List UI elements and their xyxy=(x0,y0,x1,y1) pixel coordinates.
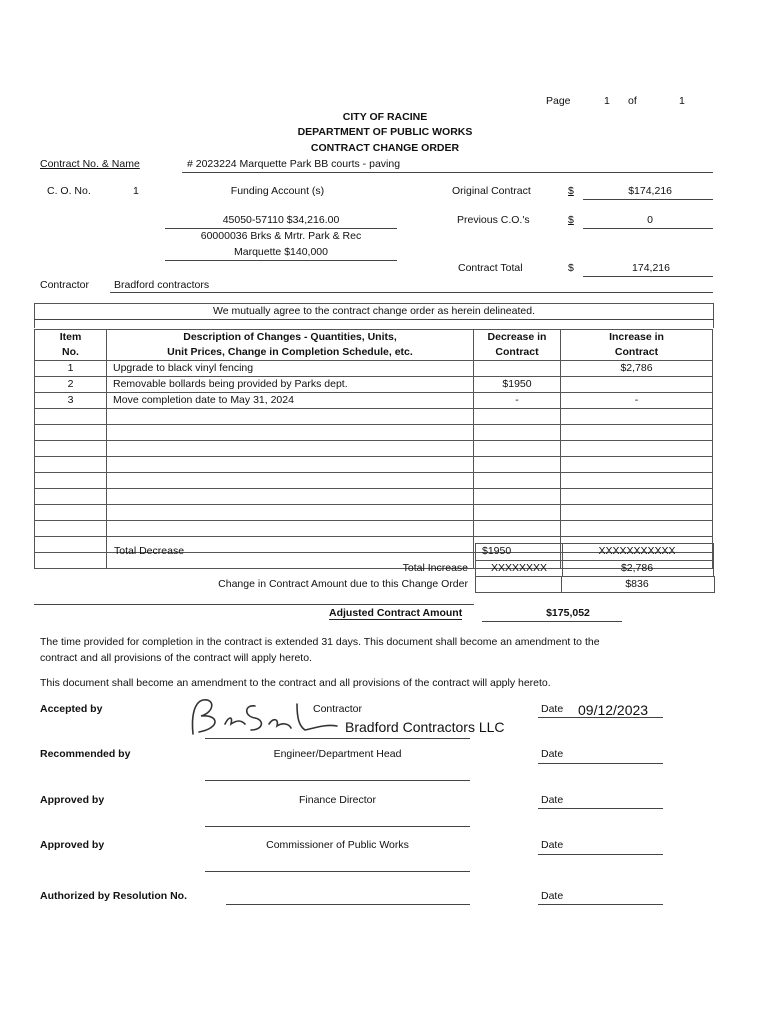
header-item-no: Item No. xyxy=(35,330,107,361)
commissioner-signature-line xyxy=(205,871,470,872)
change-amount-label: Change in Contract Amount due to this Change Order xyxy=(218,578,468,590)
finance-signature-line xyxy=(205,826,470,827)
row-description: Removable bollards being provided by Parks dept. xyxy=(107,377,474,393)
approved-by-finance-label: Approved by xyxy=(40,794,105,806)
accepted-contractor-name: Bradford Contractors LLC xyxy=(345,719,505,735)
row-description: Upgrade to black vinyl fencing xyxy=(107,361,474,377)
row-item-no: 2 xyxy=(35,377,107,393)
header-department: DEPARTMENT OF PUBLIC WORKS xyxy=(297,126,473,138)
co-value: 1 xyxy=(133,185,139,197)
table-row xyxy=(35,377,713,393)
table-row-empty xyxy=(35,425,713,441)
total-currency-symbol: $ xyxy=(568,262,574,274)
previous-underline xyxy=(583,228,713,229)
finance-role-label: Finance Director xyxy=(298,794,377,806)
page-label: Page xyxy=(546,95,571,107)
table-row-empty xyxy=(35,409,713,425)
total-decrease-label: Total Decrease xyxy=(114,545,185,557)
funding-line-3: Marquette $140,000 xyxy=(234,246,328,258)
table-row-empty xyxy=(35,505,713,521)
recommended-signature-line xyxy=(205,780,470,781)
contract-total-label: Contract Total xyxy=(458,262,523,274)
table-row-empty xyxy=(35,473,713,489)
header-city: CITY OF RACINE xyxy=(342,111,428,123)
agreement-statement: We mutually agree to the contract change order as herein delineated. xyxy=(212,305,535,317)
table-header-row xyxy=(35,330,713,361)
original-underline xyxy=(583,199,713,200)
total-increase-value: $2,786 xyxy=(620,562,654,574)
change-amount-value: $836 xyxy=(625,578,649,590)
recommended-role-label: Engineer/Department Head xyxy=(273,748,402,760)
adjusted-underline xyxy=(482,621,622,622)
extension-paragraph-line-1: The time provided for completion in the contract is extended 31 days. This document shall become an amendment to the xyxy=(40,636,600,648)
funding-underline-2 xyxy=(165,260,397,261)
header-increase: Increase in Contract xyxy=(561,330,713,361)
finance-date-line xyxy=(538,808,663,809)
page-number: 1 xyxy=(604,95,610,107)
contractor-signature xyxy=(185,694,345,747)
authorized-date-label: Date xyxy=(541,890,564,902)
change-amount-decrease-cell xyxy=(475,576,562,593)
row-increase xyxy=(561,377,713,393)
original-contract-value: $174,216 xyxy=(628,185,672,197)
accepted-date-label: Date xyxy=(541,703,564,715)
total-decrease-increase-value: XXXXXXXXXXX xyxy=(598,545,676,557)
row-decrease xyxy=(474,361,561,377)
recommended-date-line xyxy=(538,763,663,764)
accepted-by-label: Accepted by xyxy=(40,703,103,715)
table-row-empty xyxy=(35,457,713,473)
approved-by-commissioner-label: Approved by xyxy=(40,839,105,851)
row-item-no: 3 xyxy=(35,393,107,409)
contract-total-value: 174,216 xyxy=(632,262,670,274)
total-underline xyxy=(583,276,713,277)
page-of-label: of xyxy=(628,95,637,107)
previous-currency-symbol: $ xyxy=(568,214,574,226)
header-document-title: CONTRACT CHANGE ORDER xyxy=(310,142,460,154)
header-decrease: Decrease in Contract xyxy=(474,330,561,361)
adjusted-contract-value: $175,052 xyxy=(546,607,590,619)
table-row-empty xyxy=(35,521,713,537)
accepted-date-line xyxy=(538,717,663,718)
row-increase: - xyxy=(561,393,713,409)
commissioner-date-line xyxy=(538,854,663,855)
row-description: Move completion date to May 31, 2024 xyxy=(107,393,474,409)
contract-value: # 2023224 Marquette Park BB courts - paving xyxy=(187,158,401,170)
contract-underline xyxy=(182,172,713,173)
table-row xyxy=(35,361,713,377)
adjusted-contract-label: Adjusted Contract Amount xyxy=(329,607,463,619)
table-row-empty xyxy=(35,489,713,505)
accepted-role-label: Contractor xyxy=(312,703,363,715)
accepted-signature-line xyxy=(205,738,470,739)
page-total: 1 xyxy=(679,95,685,107)
adjusted-divider xyxy=(34,604,474,605)
header-description: Description of Changes - Quantities, Units, Unit Prices, Change in Completion Schedule, etc. xyxy=(107,330,474,361)
recommended-by-label: Recommended by xyxy=(40,748,131,760)
recommended-date-label: Date xyxy=(541,748,564,760)
changes-table xyxy=(34,329,713,569)
original-currency-symbol: $ xyxy=(568,185,574,197)
total-increase-label: Total Increase xyxy=(402,562,468,574)
co-label: C. O. No. xyxy=(47,185,91,197)
row-decrease: $1950 xyxy=(474,377,561,393)
row-item-no: 1 xyxy=(35,361,107,377)
row-decrease: - xyxy=(474,393,561,409)
commissioner-role-label: Commissioner of Public Works xyxy=(266,839,409,851)
contractor-underline xyxy=(110,292,713,293)
finance-date-label: Date xyxy=(541,794,564,806)
table-row-empty xyxy=(35,441,713,457)
row-increase: $2,786 xyxy=(561,361,713,377)
total-decrease-value: $1950 xyxy=(482,545,512,557)
funding-underline-1 xyxy=(165,228,397,229)
contractor-label: Contractor xyxy=(40,279,90,291)
table-row xyxy=(35,393,713,409)
accepted-date-value: 09/12/2023 xyxy=(578,702,649,718)
original-contract-label: Original Contract xyxy=(452,185,531,197)
resolution-number-line xyxy=(226,904,470,905)
authorized-date-line xyxy=(538,904,663,905)
funding-line-2: 60000036 Brks & Mrtr. Park & Rec xyxy=(200,230,362,242)
total-increase-decrease-value: XXXXXXXX xyxy=(490,562,548,574)
contractor-value: Bradford contractors xyxy=(114,279,210,291)
commissioner-date-label: Date xyxy=(541,839,564,851)
extension-paragraph-line-2: contract and all provisions of the contract will apply hereto. xyxy=(40,652,312,664)
previous-co-value: 0 xyxy=(647,214,653,226)
funding-line-1: 45050-57110 $34,216.00 xyxy=(222,214,340,226)
contract-label: Contract No. & Name xyxy=(40,158,140,170)
funding-label: Funding Account (s) xyxy=(230,185,325,197)
agreement-divider xyxy=(34,319,714,320)
authorized-resolution-label: Authorized by Resolution No. xyxy=(40,890,187,902)
previous-co-label: Previous C.O.'s xyxy=(457,214,530,226)
amendment-paragraph: This document shall become an amendment to the contract and all provisions of the contract will apply hereto. xyxy=(40,677,551,689)
